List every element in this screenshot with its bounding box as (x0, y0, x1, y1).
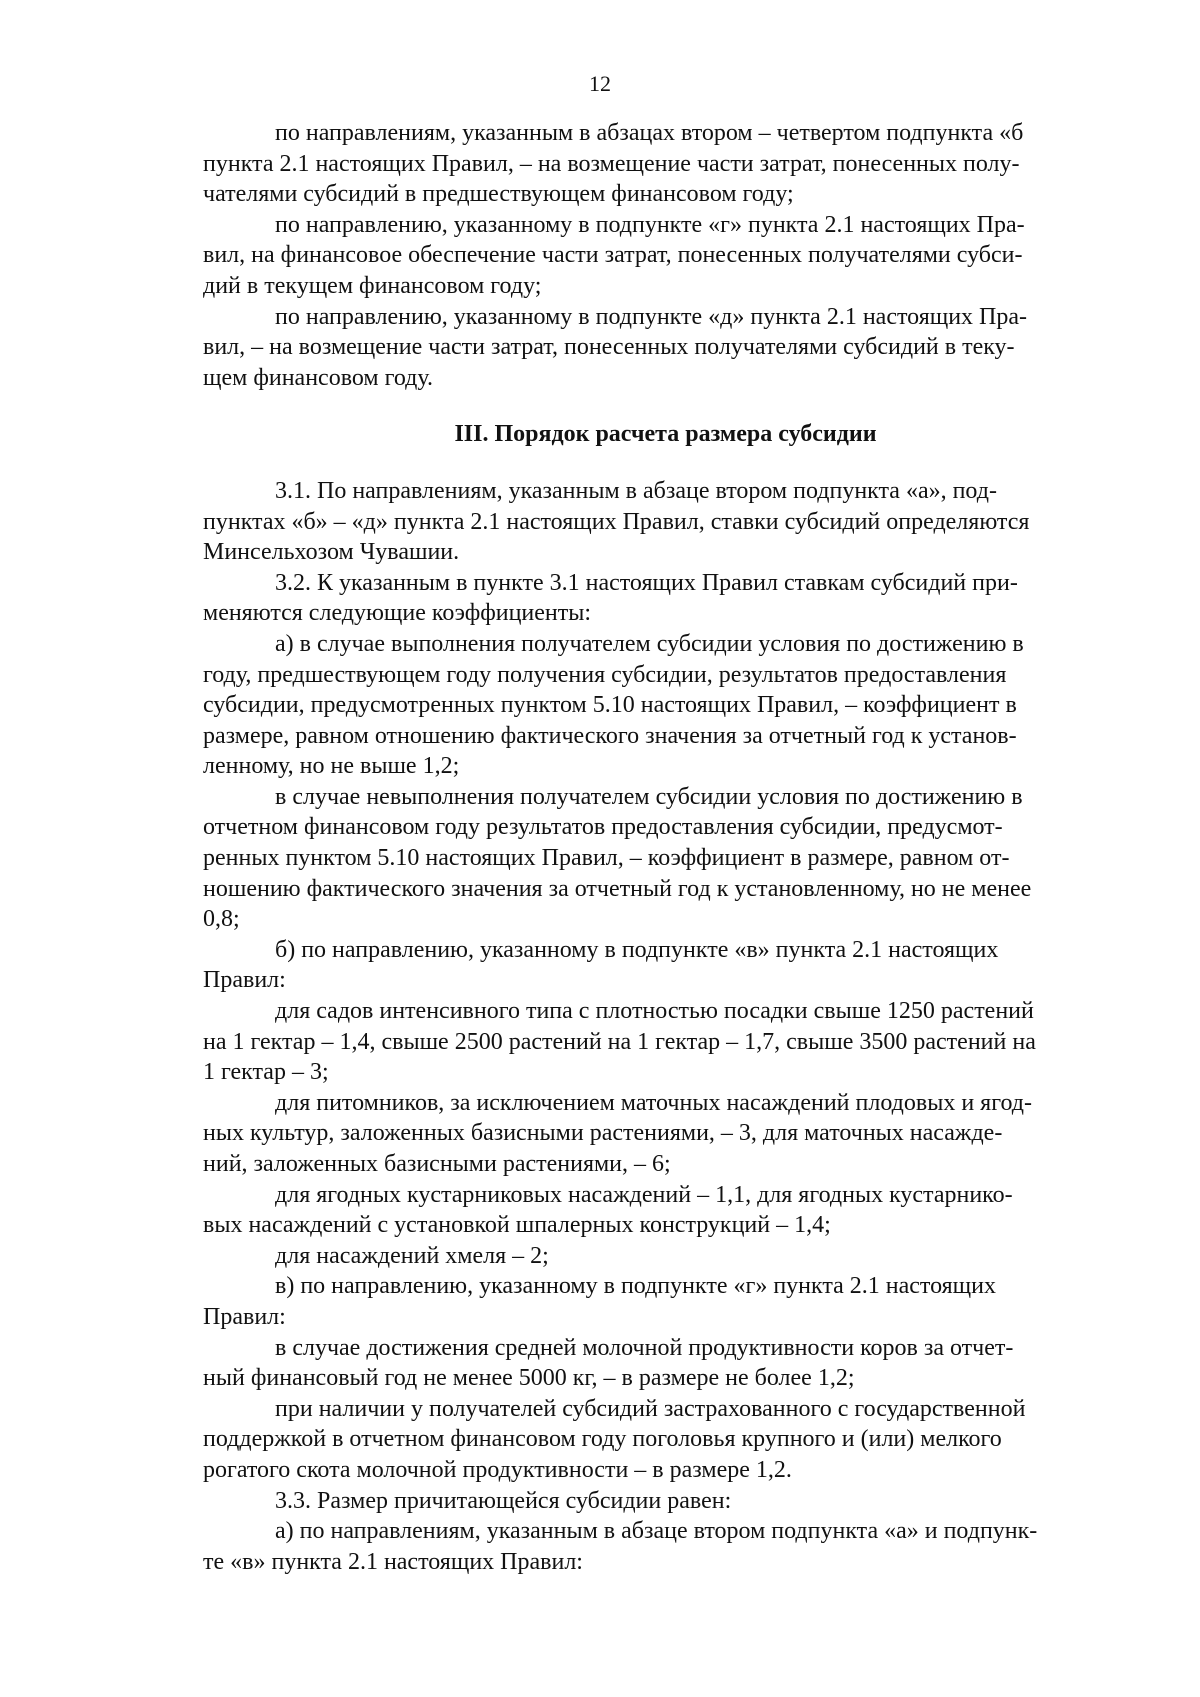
paragraph: по направлению, указанному в подпункте «г» пункта 2.1 настоящих Пра- вил, на финансовое обеспечение части затрат, понесенных получателями субси- дий в текущем финансовом году; (203, 211, 1025, 299)
paragraph: б) по направлению, указанному в подпункте «в» пункта 2.1 настоящих Правил: (203, 936, 999, 994)
paragraph: а) по направлениям, указанным в абзаце втором подпункта «а» и подпунк- те «в» пункта 2.1 настоящих Правил: (203, 1518, 1038, 1575)
page-number: 12 (589, 71, 611, 96)
paragraph: по направлениям, указанным в абзацах втором – четвертом подпункта «б пункта 2.1 настоящих Правил, – на возмещение части затрат, понесенных полу- чателями субсидий в предшествующем финансовом году; (203, 120, 1024, 208)
paragraph: для питомников, за исключением маточных насаждений плодовых и ягод- ных культур, заложенных базисными растениями, – 3, для маточных насажде- ний, заложенных базисными растениями, – 6; (203, 1089, 1032, 1177)
paragraph: 3.2. К указанным в пункте 3.1 настоящих Правил ставкам субсидий при- меняются следующие коэффициенты: (203, 569, 1018, 627)
paragraph: 3.1. По направлениям, указанным в абзаце втором подпункта «а», под- пунктах «б» – «д» пункта 2.1 настоящих Правил, ставки субсидий определяются Минсельхозом Чувашии. (203, 477, 1030, 566)
paragraph: для насаждений хмеля – 2; (275, 1242, 549, 1269)
paragraph: для садов интенсивного типа с плотностью посадки свыше 1250 растений на 1 гектар – 1,4, свыше 2500 растений на 1 гектар – 1,7, свыше 3500 растений на 1 гектар – 3; (203, 998, 1036, 1086)
paragraph: по направлению, указанному в подпункте «д» пункта 2.1 настоящих Пра- вил, – на возмещение части затрат, понесенных получателями субсидий в теку- щем финансовом году. (203, 303, 1028, 391)
paragraph: для ягодных кустарниковых насаждений – 1,1, для ягодных кустарнико- вых насаждений с установкой шпалерных конструкций – 1,4; (203, 1181, 1013, 1239)
paragraph: при наличии у получателей субсидий застрахованного с государственной поддержкой в отчетном финансовом году поголовья крупного и (или) мелкого рогатого скота молочной продуктивности – в размере 1,2. (203, 1395, 1026, 1483)
paragraph: в случае достижения средней молочной продуктивности коров за отчет- ный финансовый год не менее 5000 кг, – в размере не более 1,2; (203, 1334, 1014, 1392)
paragraph: в) по направлению, указанному в подпункте «г» пункта 2.1 настоящих Правил: (203, 1273, 997, 1330)
section-heading: III. Порядок расчета размера субсидии (454, 421, 877, 448)
paragraph: в случае невыполнения получателем субсидии условия по достижению в отчетном финансовом году результатов предоставления субсидии, предусмот- ренных пунктом 5.10 настоящих Правил, – коэффициент в размере, равном от- ношению фактического значения за отчетный год к установленному, но не менее 0,8; (203, 783, 1032, 933)
document-body (203, 118, 1128, 1577)
paragraph: 3.3. Размер причитающейся субсидии равен: (275, 1487, 732, 1514)
paragraph: а) в случае выполнения получателем субсидии условия по достижению в году, предшествующем году получения субсидии, результатов предоставления субсидии, предусмотренных пунктом 5.10 настоящих Правил, – коэффициент в размере, равном отношению фактического значения за отчетный год к установ- ленному, но не выше 1,2; (203, 630, 1024, 780)
